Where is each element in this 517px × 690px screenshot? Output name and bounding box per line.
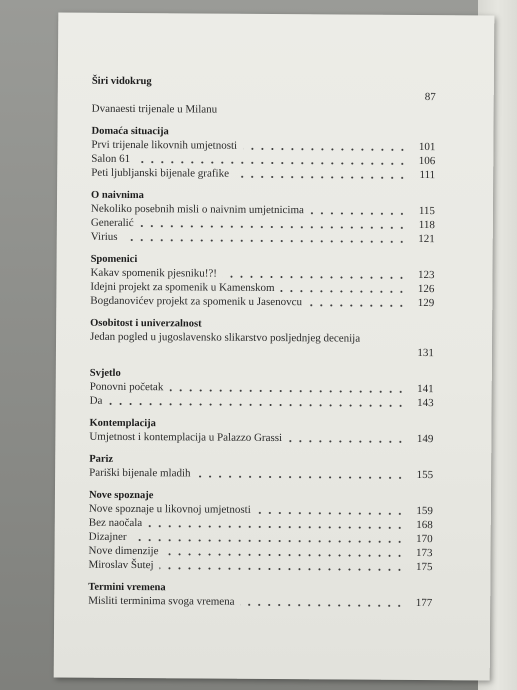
- page-number: 101: [418, 141, 436, 154]
- section-title: Širi vidokrug: [91, 75, 152, 88]
- toc-section: [90, 253, 434, 310]
- toc-entry: [91, 166, 435, 182]
- section-title: O naivnima: [91, 189, 144, 202]
- page-number: 173: [416, 546, 433, 560]
- page-number: 87: [424, 91, 436, 104]
- page-number: 126: [417, 283, 435, 296]
- section-title: Nove spoznaje: [88, 489, 154, 502]
- page-number: 131: [417, 347, 434, 360]
- toc-entry: [90, 394, 434, 410]
- toc-section: [88, 581, 432, 610]
- entry-title: Nove dimenzije: [88, 544, 159, 558]
- toc-section: [88, 489, 433, 574]
- entry-title: Ponovni početak: [89, 380, 164, 394]
- leader-dots: [196, 475, 405, 478]
- page-number: 143: [417, 397, 434, 410]
- leader-dots: [133, 539, 405, 543]
- page-number: 149: [416, 432, 434, 446]
- leader-dots: [310, 212, 407, 215]
- entry-title: Misliti terminima svoga vremena: [88, 594, 235, 608]
- section-title: Osobitost i univerzalnost: [90, 317, 202, 330]
- toc-section: [90, 317, 434, 360]
- leader-dots: [109, 403, 406, 407]
- section-title: Spomenici: [90, 253, 138, 266]
- leader-dots: [222, 276, 406, 279]
- entry-title: Virius: [90, 230, 118, 243]
- toc-section: [92, 75, 436, 118]
- book-page: [54, 12, 495, 680]
- entry-title: Jedan pogled u jugoslavensko slikarstvo posljednjeg decenija: [90, 330, 361, 345]
- leader-dots: [159, 567, 404, 571]
- toc-section: [91, 189, 435, 246]
- section-title: Svjetlo: [89, 367, 121, 379]
- page-number: 141: [417, 383, 434, 396]
- toc-entry: [88, 594, 432, 610]
- leader-dots: [136, 161, 407, 165]
- toc-section: [91, 125, 435, 182]
- leader-dots: [140, 225, 407, 229]
- entry-title: Nekoliko posebnih misli o naivnim umjetnicima: [90, 202, 304, 217]
- toc-section: [90, 367, 434, 410]
- page-number: 118: [418, 219, 435, 232]
- section-title: Pariz: [89, 453, 114, 465]
- page-number: 123: [417, 269, 435, 282]
- toc-entry: [89, 430, 433, 446]
- table-of-contents: [88, 75, 436, 619]
- entry-title: Generalić: [90, 216, 134, 230]
- leader-dots: [148, 525, 405, 529]
- leader-dots: [240, 604, 404, 607]
- entry-title: Prvi trijenale likovnih umjetnosti: [91, 138, 238, 152]
- leader-dots: [235, 176, 407, 179]
- leader-dots: [243, 148, 407, 151]
- toc-section: [89, 417, 433, 446]
- leader-dots: [124, 239, 407, 243]
- leader-dots: [288, 440, 405, 443]
- leader-dots: [170, 389, 406, 393]
- section-title: Kontemplacija: [89, 417, 156, 430]
- leader-dots: [257, 512, 405, 515]
- toc-entry: [89, 466, 433, 482]
- entry-title: Dizajner: [88, 530, 127, 543]
- entry-title: Bogdanovićev projekt za spomenik u Jasenovcu: [90, 294, 303, 309]
- toc-section: [89, 453, 433, 482]
- leader-dots: [280, 290, 406, 293]
- section-title: Domaća situacija: [91, 125, 169, 138]
- toc-entry: [88, 558, 432, 574]
- page-number: 106: [418, 155, 436, 168]
- entry-title: Umjetnost i kontemplacija u Palazzo Grassi: [89, 430, 283, 445]
- toc-entry: [90, 330, 434, 360]
- page-number: 170: [416, 532, 433, 546]
- section-title: Termini vremena: [88, 581, 166, 594]
- page-number: 129: [417, 297, 435, 310]
- page-number: 155: [416, 468, 434, 482]
- entry-title: Kakav spomenik pjesniku!?!: [90, 266, 218, 280]
- entry-title: Nove spoznaje u likovnoj umjetnosti: [88, 502, 251, 516]
- entry-title: Peti ljubljanski bijenale grafike: [91, 166, 230, 180]
- page-number: 159: [416, 504, 433, 518]
- page-number: 177: [415, 596, 433, 610]
- entry-title: Dvanaesti trijenale u Milanu: [91, 102, 218, 116]
- toc-entry: [92, 102, 436, 118]
- page-number: 115: [418, 205, 435, 218]
- entry-title: Miroslav Šutej: [88, 558, 154, 572]
- page-number: 175: [415, 560, 433, 574]
- entry-title: Da: [89, 394, 103, 407]
- leader-dots: [165, 553, 405, 557]
- entry-title: Bez naočala: [88, 516, 143, 530]
- page-number: 168: [416, 518, 433, 532]
- leader-dots: [308, 304, 406, 307]
- entry-title: Idejni projekt za spomenik u Kamenskom: [90, 280, 275, 295]
- page-number: 111: [419, 169, 436, 182]
- entry-title: Salon 61: [91, 152, 131, 165]
- entry-title: Pariški bijenale mladih: [89, 466, 191, 480]
- toc-entry: [91, 230, 435, 246]
- page-number: 121: [418, 233, 435, 246]
- toc-entry: [90, 294, 434, 310]
